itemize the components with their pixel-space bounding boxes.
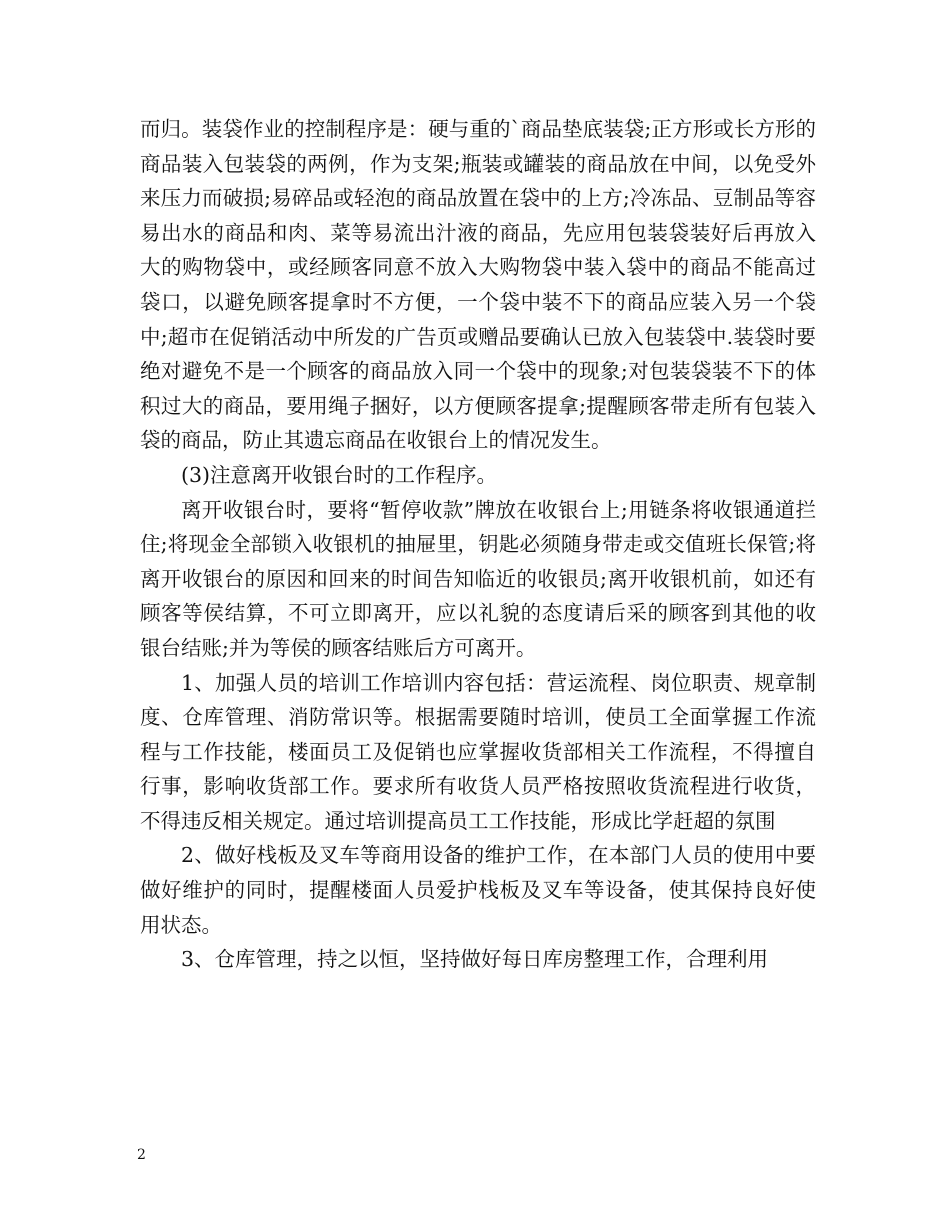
paragraph-equipment-maintenance: 2、做好栈板及叉车等商用设备的维护工作，在本部门人员的使用中要做好维护的同时，提醒楼面人员爱护栈板及叉车等设备，使其保持良好使用状态。 <box>140 843 816 937</box>
paragraph-leaving-checkout-heading: (3)注意离开收银台时的工作程序。 <box>181 462 498 487</box>
document-body <box>140 112 816 977</box>
paragraph-bagging-procedure: 而归。装袋作业的控制程序是：硬与重的`商品垫底装袋;正方形或长方形的商品装入包装袋的两例，作为支架;瓶装或罐装的商品放在中间，以免受外来压力而破损;易碎品或轻泡的商品放置在袋中的上方;冷冻品、豆制品等容易出水的商品和肉、菜等易流出汁液的商品，先应用包装袋装好后再放入大的购物袋中，或经顾客同意不放入大购物袋中装入袋中的商品不能高过袋口，以避免顾客提拿时不方便，一个袋中装不下的商品应装入另一个袋中;超市在促销活动中所发的广告页或赠品要确认已放入包装袋中.装袋时要绝对避免不是一个顾客的商品放入同一个袋中的现象;对包装袋装不下的体积过大的商品，要用绳子捆好，以方便顾客提拿;提醒顾客带走所有包装入袋的商品，防止其遗忘商品在收银台上的情况发生。 <box>140 117 816 453</box>
paragraph-leaving-checkout-steps: 离开收银台时，要将“暂停收款”牌放在收银台上;用链条将收银通道拦住;将现金全部锁入收银机的抽屉里，钥匙必须随身带走或交值班长保管;将离开收银台的原因和回来的时间告知临近的收银员;离开收银机前，如还有顾客等侯结算，不可立即离开，应以礼貌的态度请后采的顾客到其他的收银台结账;并为等侯的顾客结账后方可离开。 <box>140 497 816 660</box>
paragraph-warehouse-management: 3、仓库管理，持之以恒，坚持做好每日库房整理工作，合理利用 <box>181 947 769 972</box>
paragraph-staff-training: 1、加强人员的培训工作培训内容包括：营运流程、岗位职责、规章制度、仓库管理、消防常识等。根据需要随时培训，使员工全面掌握工作流程与工作技能，楼面员工及促销也应掌握收货部相关工作流程，不得擅自行事，影响收货部工作。要求所有收货人员严格按照收货流程进行收货，不得违反相关规定。通过培训提高员工工作技能，形成比学赶超的氛围 <box>140 670 816 833</box>
page-number: 2 <box>137 1147 146 1163</box>
